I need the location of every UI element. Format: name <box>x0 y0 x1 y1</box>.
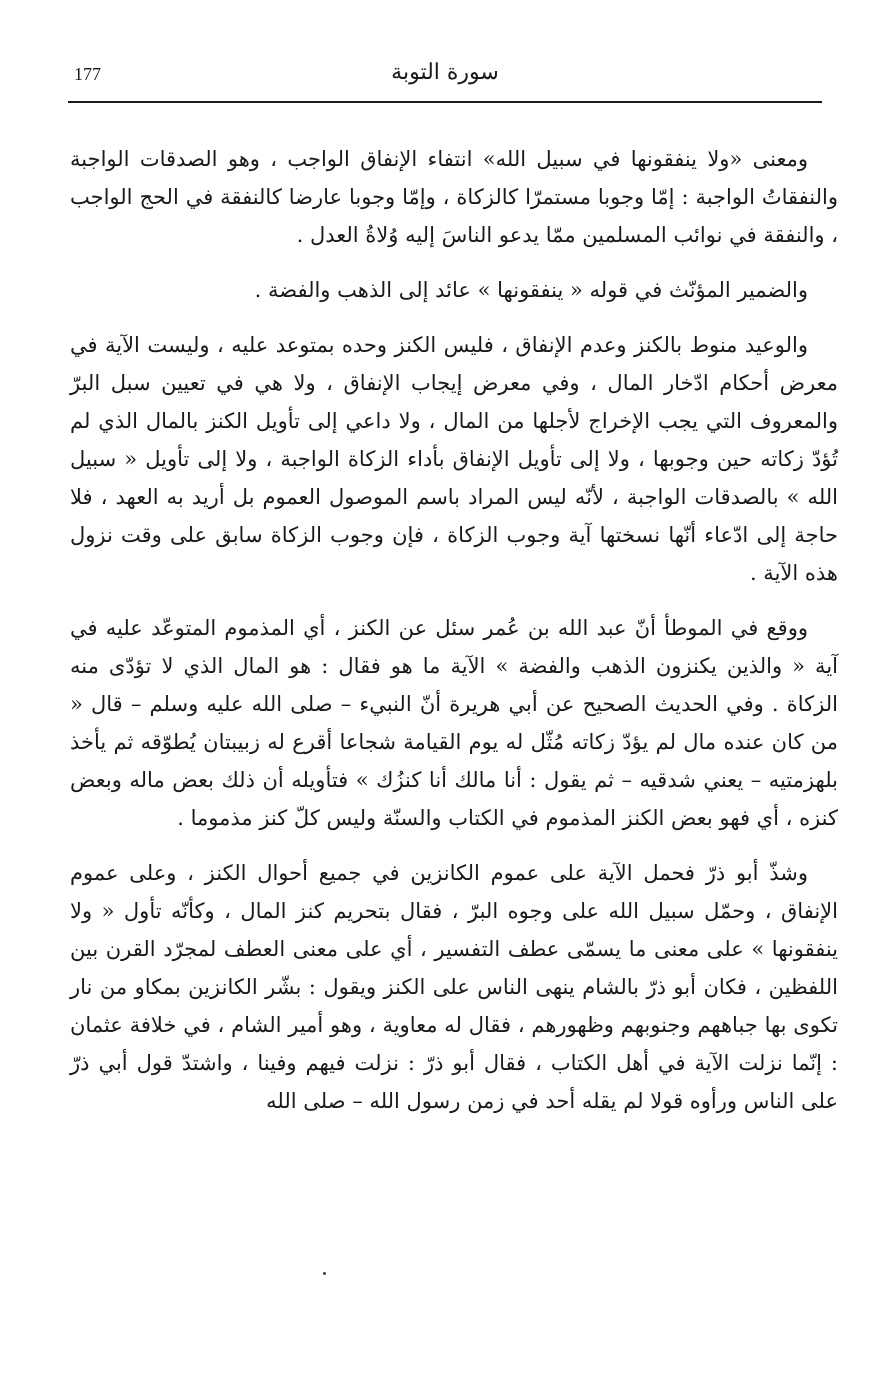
body-text <box>70 140 838 1137</box>
paragraph: والوعيد منوط بالكنز وعدم الإنفاق ، فليس الكنز وحده بمتوعد عليه ، وليست الآية في معرض أحكام ادّخار المال ، وفي معرض إيجاب الإنفاق ، ولا هي في تعيين سبل البرّ والمعروف التي يجب الإخراج لأجلها من المال ، ولا داعي إلى تأويل الكنز بالمال الذي لم تُؤدّ زكاته حين وجوبها ، ولا إلى تأويل الإنفاق بأداء الزكاة الواجبة ، ولا إلى تأويل « سبيل الله » بالصدقات الواجبة ، لأنّه ليس المراد باسم الموصول العموم بل أريد به العهد ، فلا حاجة إلى ادّعاء أنّها نسختها آية وجوب الزكاة ، فإن وجوب الزكاة سابق على وقت نزول هذه الآية . <box>70 333 838 585</box>
page-speck <box>323 1272 326 1275</box>
surah-title: سورة التوبة <box>391 60 499 85</box>
paragraph: وشذّ أبو ذرّ فحمل الآية على عموم الكانزين في جميع أحوال الكنز ، وعلى عموم الإنفاق ، وحمّل سبيل الله على وجوه البرّ ، فقال بتحريم كنز المال ، وكأنّه تأول « ولا ينفقونها » على معنى ما يسمّى عطف التفسير ، أي على معنى العطف لمجرّد القرن بين اللفظين ، فكان أبو ذرّ بالشام ينهى الناس على الكنز ويقول : بشّر الكانزين بمكاو من نار تكوى بها جباههم وجنوبهم وظهورهم ، فقال له معاوية ، وهو أمير الشام ، في خلافة عثمان : إنّما نزلت الآية في أهل الكتاب ، فقال أبو ذرّ : نزلت فيهم وفينا ، واشتدّ قول أبي ذرّ على الناس ورأوه قولا لم يقله أحد في زمن رسول الله – صلى الله <box>70 861 838 1113</box>
running-header <box>68 58 822 98</box>
page-number: 177 <box>74 64 101 84</box>
paragraph: والضمير المؤنّث في قوله « ينفقونها » عائد إلى الذهب والفضة . <box>254 278 808 302</box>
paragraph: ووقع في الموطأ أنّ عبد الله بن عُمر سئل عن الكنز ، أي المذموم المتوعّد عليه في آية « والذين يكنزون الذهب والفضة » الآية ما هو فقال : هو المال الذي لا تؤدّى منه الزكاة . وفي الحديث الصحيح عن أبي هريرة أنّ النبيء – صلى الله عليه وسلم – قال « من كان عنده مال لم يؤدّ زكاته مُثّل له يوم القيامة شجاعا أقرع له زبيبتان يُطوّقه ثم يأخذ بلهزمتيه – يعني شدقيه – ثم يقول : أنا مالك أنا كنزُك » فتأويله أن ذلك بعض ماله وبعض كنزه ، أي فهو بعض الكنز المذموم في الكتاب والسنّة وليس كلّ كنز مذموما . <box>70 616 838 830</box>
paragraph: ومعنى «ولا ينفقونها في سبيل الله» انتفاء الإنفاق الواجب ، وهو الصدقات الواجبة والنفقاتُ الواجبة : إمّا وجوبا مستمرّا كالزكاة ، وإمّا وجوبا عارضا كالنفقة في الحج الواجب ، والنفقة في نوائب المسلمين ممّا يدعو الناسَ إليه وُلاةُ العدل . <box>70 147 838 247</box>
header-rule <box>68 101 822 103</box>
